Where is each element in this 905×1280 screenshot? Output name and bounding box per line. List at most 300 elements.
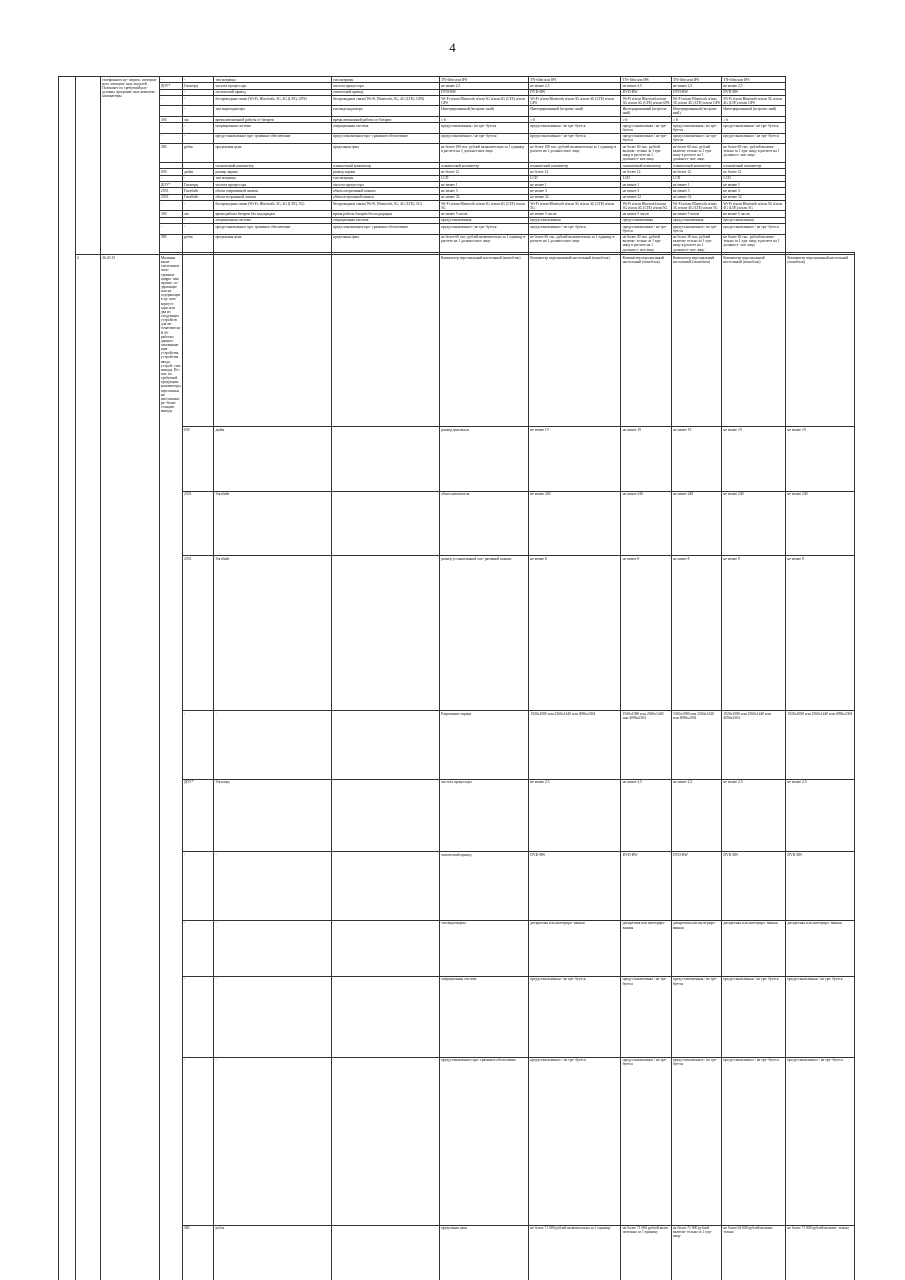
table-cell: тип видеокарты <box>439 920 528 976</box>
table-cell: 2 <box>75 255 100 1280</box>
table-cell: объем накопителя <box>439 491 528 555</box>
table-cell: DVD-RW <box>529 89 621 95</box>
table-cell: объем оперативной памяти <box>331 188 439 194</box>
table-cell: Гигабайт <box>182 188 213 194</box>
table-cell: - <box>214 976 332 1057</box>
table-cell: не более 71 900 рублей включи- тельно за 1 еди- ницу <box>671 1225 721 1280</box>
table-cell: не менее 32 <box>439 194 528 200</box>
table-cell: - <box>182 200 213 210</box>
table-cell: предустановленное / не тре- буется <box>621 224 671 234</box>
table-cell: предустановленное / не тре- буется <box>722 133 786 143</box>
table-cell: не менее 5 часов <box>439 211 528 217</box>
table-cell: не более 30 тыс. рублей включи- тельно за 1 еди- ницу в расчете на 1 должност- ное лицо <box>671 234 721 253</box>
table-cell: Компьютер персональный настольный (моноблок) <box>786 255 855 427</box>
table-cell: не менее 1 <box>671 181 721 187</box>
table-cell: объем встроенной памяти <box>214 194 332 200</box>
table-cell: планшетный компьютер <box>214 162 332 168</box>
table-cell: не менее 3 <box>671 188 721 194</box>
table-cell: предустановленная / не тре- буется <box>621 976 671 1057</box>
table-cell: не менее 19 <box>786 427 855 491</box>
table-cell <box>331 427 439 491</box>
table-cell: не менее 8 <box>671 555 721 710</box>
table-cell: размер экрана <box>331 169 439 175</box>
table-cell: LCD <box>529 175 621 181</box>
table-cell: беспроводные связи (Wi-Fi, Bluetooth, 3G, 4G (LTE), 5G) <box>331 200 439 210</box>
table-cell: - <box>182 133 213 143</box>
table-cell: 1920x1080 или 2560x1440 или 4096x2304 <box>621 711 671 779</box>
table-cell: не менее 19 <box>671 427 721 491</box>
table-cell: объем оперативной памяти <box>214 188 332 194</box>
table-cell: не менее 3 <box>722 188 786 194</box>
table-cell: Wi-Fi и/или Bluetooth и/или 3G и/или 4G (LTE) и/или GPS <box>671 95 721 105</box>
table-cell: DVD-RW <box>722 89 786 95</box>
table-cell: предустановленное / не тре- буется <box>439 224 528 234</box>
table-cell: предустановленное / не тре- буется <box>529 1057 621 1225</box>
table-cell: предельная цена <box>331 234 439 253</box>
table-cell: не более 100 тыс. рублей включительно за 1 единицу в расчете на 1 должностное лицо <box>529 144 621 163</box>
table-cell: не менее 1 <box>529 181 621 187</box>
table-cell: размер экрана <box>214 169 332 175</box>
table-cell: не более 71 900 рублей включительно за 1 единицу <box>529 1225 621 1280</box>
table-cell: планшетный компьютер <box>331 162 439 168</box>
table-cell: предустановленная / не тре- буется <box>671 123 721 133</box>
table-cell: не менее 2,5 <box>671 779 721 852</box>
table-cell: планшетный компьютер <box>722 162 786 168</box>
table-cell: Гигабайт <box>182 194 213 200</box>
table-cell: частота процессора <box>331 181 439 187</box>
table-cell: TN+film или IPS <box>621 77 671 83</box>
table-cell: не менее 5 часов <box>671 211 721 217</box>
table-cell: Интегрированный (встроен- ный) <box>439 106 528 116</box>
table-cell: не более 12 <box>621 169 671 175</box>
table-row <box>59 427 887 491</box>
table-cell: DVD-RW <box>786 852 855 920</box>
table-cell: операционная система <box>214 217 332 223</box>
table-cell: частота процессора <box>214 83 332 89</box>
table-cell: тип матрицы <box>331 175 439 181</box>
table-cell: - <box>214 852 332 920</box>
table-row <box>59 106 887 116</box>
table-cell: не менее 240 <box>671 491 721 555</box>
table-cell: не менее 19 <box>722 427 786 491</box>
table-cell: предельная цена <box>331 144 439 163</box>
table-cell: операционная система <box>331 123 439 133</box>
table-cell: дискретная или интегриро- ванная <box>671 920 721 976</box>
table-cell: ≥ 6 <box>529 116 621 122</box>
table-cell: тип матрицы <box>214 77 332 83</box>
table-cell: не менее 32 <box>529 194 621 200</box>
table-cell: тип матрицы <box>214 175 332 181</box>
table-cell: - <box>182 224 213 234</box>
table-cell: ≥ 6 <box>722 116 786 122</box>
table-cell: не более 12 <box>529 169 621 175</box>
table-cell: предельная цена <box>439 1225 528 1280</box>
table-cell: не менее 5 часов <box>529 211 621 217</box>
table-cell: Wi-Fi и/или Bluetooth и/или 3G и/или 4G (LTE) и/или GPS <box>529 95 621 105</box>
table-cell: время работы батареи без подзарядки <box>214 211 332 217</box>
table-cell: планшетный компьютер <box>671 162 721 168</box>
table-cell: не менее 2,5 <box>621 779 671 852</box>
table-cell: не менее 8 <box>529 555 621 710</box>
table-cell: Wi-Fi и/или Bluetooth и/или 3G и/или 4G (LTE) и/или 5G <box>671 200 721 210</box>
table-cell: не менее 3 <box>529 188 621 194</box>
table-cell <box>331 1057 439 1225</box>
table-row <box>59 95 887 105</box>
table-row <box>59 224 887 234</box>
table-cell: не менее 2,5 <box>439 83 528 89</box>
table-cell: не менее 8 <box>722 555 786 710</box>
table-cell: Машины вычи- слительные элек- тронные цифро- вые прочие, со- держащие или не содержащие в од- ном корпусе одно или два из следующих устройств для ав- томатической об- работки данных: запоминающие устройства, устройства ввода, устрой- ства вывода. По- ясн. по требуемой продукции: компьютеры персональные настольные, ра- бочие станции вывода <box>159 255 182 1280</box>
table-cell: Wi-Fi и/или Bluetooth и/или 3G и/или 4G (LTE) и/или GPS <box>722 95 786 105</box>
table-cell: не менее 240 <box>621 491 671 555</box>
table-cell: предельная цена <box>214 234 332 253</box>
table-cell: предустановленное / не тре- буется <box>786 1057 855 1225</box>
table-cell: предустановленная / не тре- буется <box>621 123 671 133</box>
table-cell: не более 60 тыс. рублей включительно за 1 единицу в расчете на 1 должностное лицо <box>529 234 621 253</box>
table-cell: 383 <box>182 1225 213 1280</box>
table-cell: предельная цена <box>214 144 332 163</box>
table-cell: оптический привод <box>439 852 528 920</box>
table-cell: не менее 8 <box>621 555 671 710</box>
table-cell <box>331 976 439 1057</box>
table-cell: рубль <box>214 1225 332 1280</box>
table-cell: предустановленная / не тре- буется <box>786 976 855 1057</box>
table-cell: предустановленное / не тре- буется <box>621 1057 671 1225</box>
table-cell: ≥ 6 <box>671 116 721 122</box>
table-cell: TN+film или IPS <box>529 77 621 83</box>
table-cell: - <box>159 224 182 234</box>
table-cell: частота процессора <box>331 83 439 89</box>
table-cell: Компьютер персональный настольный (моноблок) <box>621 255 671 427</box>
table-cell: - <box>159 175 182 181</box>
table-row <box>59 133 887 143</box>
table-cell: Интегрированный (встроен- ный) <box>722 106 786 116</box>
table-cell: LCD <box>439 175 528 181</box>
table-cell: 2553 <box>159 188 182 194</box>
table-cell: не менее 8 <box>786 555 855 710</box>
table-cell: не менее 2,5 <box>671 83 721 89</box>
table-cell: Wi-Fi и/или Bluetooth и/или 3G и/или 4G (LTE) и/или 5G <box>722 200 786 210</box>
table-cell: планшетный компьютер <box>439 162 528 168</box>
table-cell: - <box>182 95 213 105</box>
table-body <box>59 77 887 1280</box>
table-cell: дискретная или интегриро- ванная <box>529 920 621 976</box>
table-cell: не менее 1 <box>722 181 786 187</box>
table-cell <box>331 555 439 710</box>
table-cell: не более 12 <box>671 169 721 175</box>
table-cell: Wi-Fi и/или Bluetooth и/или 3G и/или 4G (LTE) и/или 5G <box>529 200 621 210</box>
table-cell: не менее 2,5 <box>621 83 671 89</box>
table-cell: 2553 <box>159 194 182 200</box>
table-cell <box>59 77 76 1280</box>
table-cell: - <box>182 89 213 95</box>
table-cell: ДОУ* <box>159 83 182 89</box>
table-cell: 383 <box>159 144 182 163</box>
table-cell: час <box>182 211 213 217</box>
table-cell: Интегрированный (встроен- ный) <box>621 106 671 116</box>
table-cell: TN+film или IPS <box>439 77 528 83</box>
table-cell: предустановленная <box>529 217 621 223</box>
table-cell: предустановленная <box>671 217 721 223</box>
table-cell: - <box>159 200 182 210</box>
table-cell: не более 30 тыс. рублей включи- тельно за 1 еди- ницу в расчете на 1 должност- ное лицо <box>621 234 671 253</box>
table-cell: Компьютер персональный настольный (моноблок) <box>722 255 786 427</box>
table-cell: не менее 32 <box>722 194 786 200</box>
table-cell: - <box>182 711 213 779</box>
table-cell: предустановленная <box>439 217 528 223</box>
table-cell: предустановленное / не тре- буется <box>621 133 671 143</box>
table-cell: предустановленное про- граммное обеспечение <box>214 133 332 143</box>
table-cell: тип видеоадаптера <box>214 106 332 116</box>
table-cell: предустановленное / не тре- буется <box>671 133 721 143</box>
table-cell: время автономной работы от батареи <box>331 116 439 122</box>
table-cell <box>331 1225 439 1280</box>
table-cell: не менее 2,5 <box>722 83 786 89</box>
table-cell: не более 12 <box>439 169 528 175</box>
table-row <box>59 491 887 555</box>
table-row <box>59 234 887 253</box>
table-cell: беспроводные связи (Wi-Fi, Bluetooth, 3G, 4G (LTE), 5G) <box>214 200 332 210</box>
table-cell: предустановленное / не тре- буется <box>671 1057 721 1225</box>
table-cell: тип видеоадаптера <box>331 106 439 116</box>
table-cell: 1920x1080 или 2560x1440 или 4096x2304 <box>671 711 721 779</box>
table-row <box>59 920 887 976</box>
table-cell: не более 100 тыс. рублей включительно за 1 единицу в расчете на 1 должностное лицо <box>439 144 528 163</box>
table-cell <box>182 255 213 427</box>
table-cell: Гигагерц <box>182 181 213 187</box>
table-cell: DVD-RW <box>621 89 671 95</box>
table-cell: беспроводные связи (Wi-Fi, Bluetooth, 3G, 4G (LTE), GPS) <box>331 95 439 105</box>
table-cell: ДОУ* <box>159 181 182 187</box>
table-cell: оптический привод <box>331 89 439 95</box>
table-cell: - <box>159 77 182 83</box>
table-cell: предустановленная / не тре- буется <box>439 123 528 133</box>
table-cell: Wi-Fi и/или Bluetooth и/или 3G и/или 4G (LTE) и/или GPS <box>439 95 528 105</box>
table-cell: - <box>159 123 182 133</box>
table-cell: Гигабайт <box>214 491 332 555</box>
table-row <box>59 779 887 852</box>
table-cell: не более 60 тыс. рублей включи- тельно за 1 еди- ницу в расчете на 1 должност- ное лицо <box>671 144 721 163</box>
table-cell: Wi-Fi и/или Bluetooth и/или 3G и/или 4G (LTE) и/или 5G <box>439 200 528 210</box>
table-cell: - <box>182 976 213 1057</box>
table-cell: час <box>182 116 213 122</box>
table-cell: ≥ 6 <box>621 116 671 122</box>
table-cell: предустановленное / не тре- буется <box>671 224 721 234</box>
table-cell: предустановленное про- граммное обеспечение <box>439 1057 528 1225</box>
table-cell: TN+film или IPS <box>671 77 721 83</box>
table-cell: - <box>159 133 182 143</box>
table-cell: не менее 2,5 <box>529 779 621 852</box>
table-cell: дискретная или интегриро- ванная <box>621 920 671 976</box>
table-cell: 383 <box>159 234 182 253</box>
table-cell: 039 <box>159 169 182 175</box>
table-cell: предустановленная / не тре- буется <box>529 976 621 1057</box>
table-cell: не менее 1 <box>439 181 528 187</box>
table-cell: - <box>214 1057 332 1225</box>
table-cell: планшетный компьютер <box>529 162 621 168</box>
page-number: 4 <box>0 40 905 56</box>
table-cell: не более 12 <box>722 169 786 175</box>
table-cell <box>214 255 332 427</box>
table-cell: планшетный компьютер <box>621 162 671 168</box>
table-row <box>59 976 887 1057</box>
table-cell: Wi-Fi и/или Bluetooth и/или 3G и/или 4G (LTE) и/или GPS <box>621 95 671 105</box>
table-cell: предустановленное / не тре- буется <box>722 1057 786 1225</box>
table-cell: не менее 19 <box>529 427 621 491</box>
table-cell: не более 71 900 рублей включи- тельно <box>786 1225 855 1280</box>
table-cell: рубль <box>182 234 213 253</box>
table-cell: не менее 240 <box>786 491 855 555</box>
table-cell: предустановленное про- граммное обеспечение <box>331 133 439 143</box>
table-cell: - <box>182 123 213 133</box>
table-cell: LCD <box>722 175 786 181</box>
table-cell: не более 71 900 рублей вклю- чительно за 1 единицу <box>621 1225 671 1280</box>
table-cell: 2553 <box>182 555 213 710</box>
table-cell: TN+film или IPS <box>722 77 786 83</box>
table-cell: телефонного ну- мерато, электрон- ного электрон- ных модулей. Позволяет по требуемой раз- душных программ- ных комплекс компьютеры <box>100 77 159 255</box>
table-cell: предустановленное про- граммное обеспечение <box>214 224 332 234</box>
table-cell: - <box>182 77 213 83</box>
table-cell: DVD-RW <box>722 852 786 920</box>
table-cell: ≥ 6 <box>439 116 528 122</box>
table-cell: 1920x1080 или 2560x1440 или 4096x2304 <box>529 711 621 779</box>
table-cell: беспроводные связи (Wi-Fi, Bluetooth, 3G, 4G (LTE), GPS) <box>214 95 332 105</box>
table-cell <box>331 255 439 427</box>
table-cell: Компьютер персональный настольный (моноблок) <box>439 255 528 427</box>
table-cell: LCD <box>621 175 671 181</box>
table-cell: не более 60 тыс. рублей включительно за 1 единицу в расчете на 1 должностное лицо <box>439 234 528 253</box>
table-cell: не менее 19 <box>621 427 671 491</box>
table-cell: - <box>159 95 182 105</box>
table-cell: Компьютер персональный настольный (моноблок) <box>671 255 721 427</box>
table-cell: время автономной работы от батареи <box>214 116 332 122</box>
table-row <box>59 255 887 427</box>
table-row <box>59 1225 887 1280</box>
table-cell: частота процессора <box>214 181 332 187</box>
table-cell: не более 64 000 рублей включи- тельно <box>722 1225 786 1280</box>
table-cell: не менее 2,5 <box>722 779 786 852</box>
table-cell: не менее 5 часов <box>621 211 671 217</box>
table-cell: предустановленная <box>621 217 671 223</box>
table-cell: предустановленное / не тре- буется <box>529 133 621 143</box>
table-cell: не менее 2,5 <box>529 83 621 89</box>
table-cell: предустановленное / не тре- буется <box>722 224 786 234</box>
table-cell: DVD-RW <box>671 852 721 920</box>
table-cell: 356 <box>159 211 182 217</box>
table-cell: не менее 240 <box>529 491 621 555</box>
table-cell: тип матрицы <box>331 77 439 83</box>
table-cell: предустановленное / не тре- буется <box>529 224 621 234</box>
table-row <box>59 852 887 920</box>
table-cell: - <box>182 106 213 116</box>
table-cell: предустановленная <box>722 217 786 223</box>
table-cell: время работы батареи без подзарядки <box>331 211 439 217</box>
table-cell: 356 <box>159 116 182 122</box>
table-cell: - <box>159 217 182 223</box>
table-cell: DVD-RW <box>529 852 621 920</box>
table-cell: LCD <box>671 175 721 181</box>
table-cell: дюйм <box>214 427 332 491</box>
table-cell: предустановленная / не тре- буется <box>722 123 786 133</box>
table-cell: - <box>214 711 332 779</box>
table-cell: предустановленная / не тре- буется <box>529 123 621 133</box>
table-cell: - <box>182 1057 213 1225</box>
table-cell: размер установленной опе- ративной памяти <box>439 555 528 710</box>
table-cell: ДОУ* <box>182 779 213 852</box>
table-cell: Wi-Fi и/или Bluetooth и/или 3G и/или 4G (LTE) и/или 5G <box>621 200 671 210</box>
table-cell: 039 <box>182 427 213 491</box>
table-row <box>59 1057 887 1225</box>
table-row <box>59 555 887 710</box>
table-cell: Интегрированный (встроен- ный) <box>529 106 621 116</box>
table-cell: - <box>214 920 332 976</box>
table-cell: не менее 32 <box>621 194 671 200</box>
table-cell: - <box>159 89 182 95</box>
table-cell: не менее 5 часов <box>722 211 786 217</box>
table-cell: - <box>182 175 213 181</box>
table-cell: Разрешение экрана <box>439 711 528 779</box>
table-cell: не менее 240 <box>722 491 786 555</box>
table-cell: DVD-RW <box>621 852 671 920</box>
table-cell: дюйм <box>182 169 213 175</box>
table-cell: не более 60 тыс. рублей включи- тельно за 1 еди- ницу в расчете на 1 должност- ное лицо <box>722 144 786 163</box>
table-cell: - <box>182 852 213 920</box>
table-cell: Гигабайт <box>214 555 332 710</box>
table-cell: не более 60 тыс. рублей включи- тельно за 1 еди- ницу в расчете на 1 должност- ное лицо <box>621 144 671 163</box>
table-cell <box>331 491 439 555</box>
table-cell: частота процессора <box>439 779 528 852</box>
table-cell: - <box>182 920 213 976</box>
table-cell: Гигагерц <box>214 779 332 852</box>
table-cell: не менее 1 <box>621 181 671 187</box>
table-cell: не более 30 тыс. рублей включи- тельно за 1 еди- ницу в расчете на 1 должност- ное лицо <box>722 234 786 253</box>
table-cell <box>331 852 439 920</box>
requirements-table <box>58 76 887 1280</box>
table-cell: не менее 3 <box>621 188 671 194</box>
table-cell: дискретная или интегриро- ванная <box>722 920 786 976</box>
table-cell: объем встроенной памяти <box>331 194 439 200</box>
table-cell: Интегрированный (встроен- ный) <box>671 106 721 116</box>
table-cell: предустановленная / не тре- буется <box>722 976 786 1057</box>
table-cell: Гигагерц <box>182 83 213 89</box>
table-cell <box>331 711 439 779</box>
table-row <box>59 144 887 163</box>
table-row <box>59 711 887 779</box>
table-cell: не менее 32 <box>671 194 721 200</box>
table-cell: не менее 2,5 <box>786 779 855 852</box>
table-cell: 26.20.15 <box>100 255 159 1280</box>
table-cell <box>331 920 439 976</box>
table-row <box>59 123 887 133</box>
table-cell: - <box>159 106 182 116</box>
table-cell: операционная система <box>331 217 439 223</box>
table-cell: размер диагонали <box>439 427 528 491</box>
table-cell: 2553 <box>182 491 213 555</box>
table-cell: Компьютер персональный настольный (моноблок) <box>529 255 621 427</box>
table-cell: операционная система <box>214 123 332 133</box>
table-cell: DVD-RW <box>671 89 721 95</box>
table-cell: предустановленное / не тре- буется <box>439 133 528 143</box>
table-cell <box>331 779 439 852</box>
table-cell: - <box>182 217 213 223</box>
table-cell: не менее 3 <box>439 188 528 194</box>
table-cell: 1920x1080 или 2560x1440 или 4096x2304 <box>722 711 786 779</box>
table-cell: 1920x1080 или 2560x1440 или 4096x2304 <box>786 711 855 779</box>
table-cell: оптический привод <box>214 89 332 95</box>
table-cell: рубль <box>182 144 213 163</box>
table-cell <box>75 77 100 255</box>
table-cell: дискретная или интегриро- ванная <box>786 920 855 976</box>
